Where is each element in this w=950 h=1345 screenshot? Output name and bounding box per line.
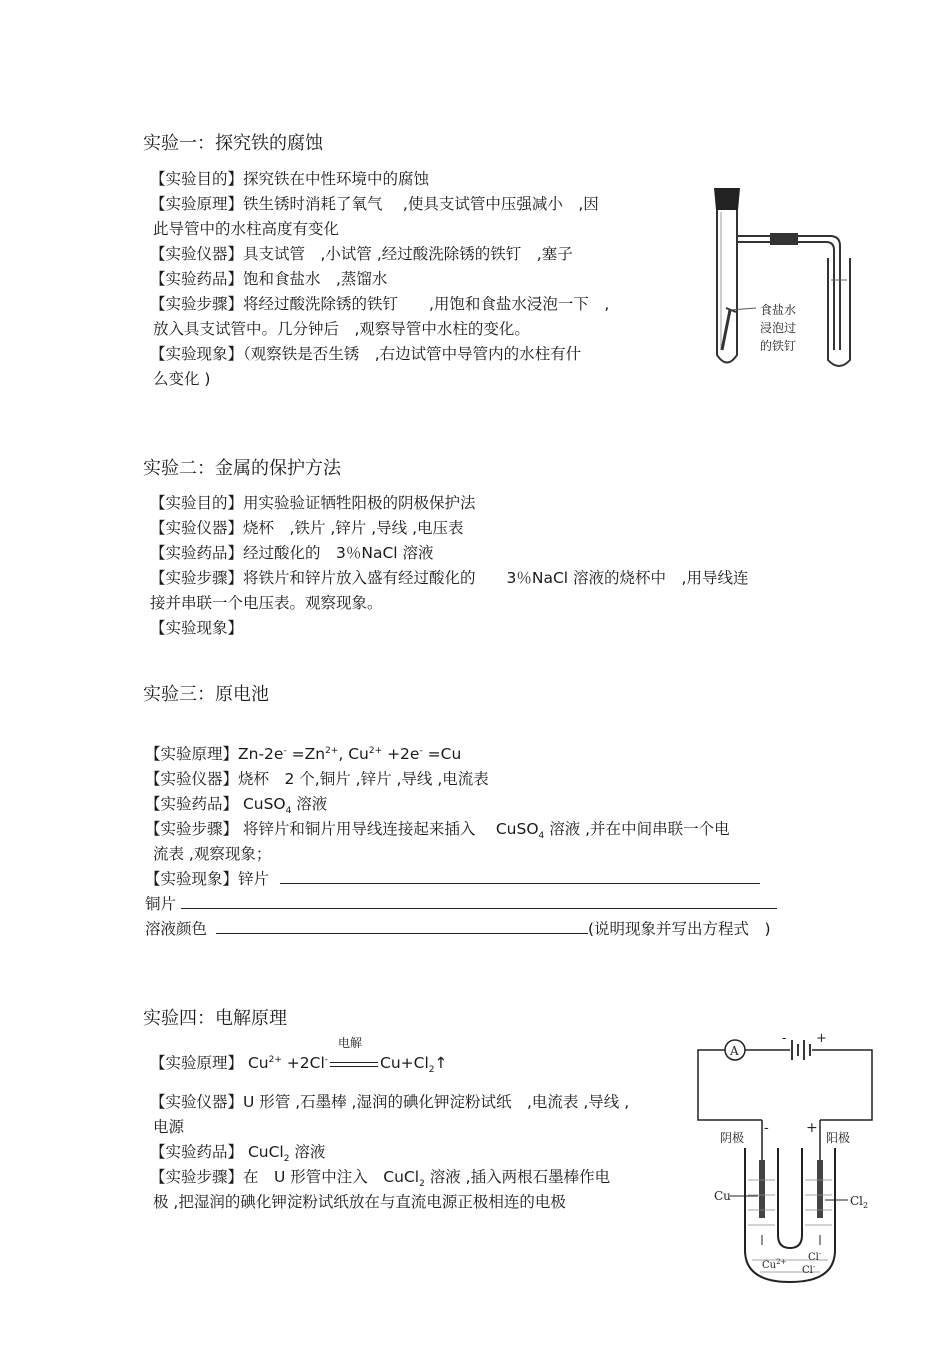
exp2-line: 接并串联一个电压表。观察现象。	[150, 594, 383, 612]
figure-label: 的铁钉	[760, 339, 797, 353]
exp2-line: 【实验目的】用实验验证牺牲阳极的阴极保护法	[150, 494, 476, 512]
figure-label: 浸泡过	[760, 321, 797, 335]
exp2-line: 【实验步骤】将铁片和锌片放入盛有经过酸化的 3％NaCl 溶液的烧杯中 ,用导线连	[150, 569, 749, 587]
exp2-line: 【实验现象】	[150, 619, 244, 637]
svg-text:-: -	[764, 1120, 769, 1136]
exp3-principle: 【实验原理】$Zn-2e^- =Zn^{2+}$, $Cu^{2+} +2e^- =Cu$	[145, 745, 462, 763]
exp4-body	[150, 1090, 629, 1215]
exp2-body	[150, 491, 748, 641]
exp1-line: 放入具支试管中。几分钟后 ,观察导管中水柱的变化。	[153, 320, 530, 338]
exp1-line: 【实验现象】（观察铁是否生锈 ,右边试管中导管内的水柱有什	[150, 345, 582, 363]
exp1-line: 【实验药品】饱和食盐水 ,蒸馏水	[150, 270, 388, 288]
exp2-line: 【实验药品】经过酸化的 3％NaCl 溶液	[150, 544, 434, 562]
branch-tube-figure	[700, 180, 870, 375]
exp1-line: 此导管中的水柱高度有变化	[153, 220, 340, 238]
exp1-body	[150, 167, 609, 392]
exp4-line: 【实验仪器】U 形管 ,石墨棒 ,湿润的碘化钾淀粉试纸 ,电流表 ,导线 ,	[150, 1093, 630, 1111]
svg-text:+: +	[816, 1031, 827, 1046]
u-tube-figure	[690, 1030, 890, 1290]
svg-text:阳极: 阳极	[826, 1131, 851, 1145]
svg-text:+: +	[806, 1120, 818, 1136]
exp3-phen-cu: 铜片	[145, 892, 777, 917]
exp1-line: 【实验原理】铁生锈时消耗了氧气 ,使具支试管中压强减小 ,因	[150, 195, 599, 213]
svg-text:Cl2: $Cl_2$	[850, 1194, 869, 1210]
svg-text:阴极: 阴极	[720, 1131, 745, 1145]
exp3-body	[145, 742, 777, 942]
exp4-principle: 【实验原理】 $Cu^{2+} +2Cl^-$ 电解 $Cu+Cl_2↑$	[150, 1035, 448, 1076]
exp3-line: 【实验仪器】烧杯 2 个,铜片 ,锌片 ,导线 ,电流表	[145, 770, 489, 788]
figure-label: 食盐水	[760, 303, 797, 317]
exp3-title: 实验三：原电池	[143, 684, 269, 705]
answer-blank[interactable]	[216, 919, 588, 934]
exp4-step-cont: 极 ,把湿润的碘化钾淀粉试纸放在与直流电源正极相连的电极	[153, 1193, 566, 1211]
svg-text:-: -	[782, 1031, 787, 1046]
exp1-line: 【实验仪器】具支试管 ,小试管 ,经过酸洗除锈的铁钉 ,塞子	[150, 245, 573, 263]
exp1-line: 么变化 )	[153, 370, 211, 388]
exp3-step-cont: 流表 ,观察现象；	[153, 845, 272, 863]
exp3-phen-zn: 【实验现象】锌片	[145, 867, 777, 892]
exp4-step: 【实验步骤】在 U 形管中注入 CuCl$_2$ 溶液 ,插入两根石墨棒作电	[150, 1168, 611, 1190]
svg-text:Cu: Cu	[714, 1189, 731, 1203]
answer-blank[interactable]	[181, 894, 777, 909]
svg-text:Cl-: Cl-	[802, 1263, 816, 1276]
answer-blank[interactable]	[280, 869, 760, 884]
exp4-title: 实验四：电解原理	[143, 1008, 287, 1029]
exp1-line: 【实验步骤】将经过酸洗除锈的铁钉 ,用饱和食盐水浸泡一下 ,	[150, 295, 610, 313]
exp3-phen-color: 溶液颜色 (说明现象并写出方程式 )	[145, 920, 771, 938]
battery-icon	[792, 1040, 810, 1060]
exp2-line: 【实验仪器】烧杯 ,铁片 ,锌片 ,导线 ,电压表	[150, 519, 464, 537]
condition-label: 电解	[338, 1035, 363, 1050]
exp1-line: 【实验目的】探究铁在中性环境中的腐蚀	[150, 170, 430, 188]
exp3-reagent: 【实验药品】 CuSO$_4$ 溶液	[145, 795, 328, 817]
exp1-title: 实验一：探究铁的腐蚀	[143, 133, 323, 154]
svg-text:A: A	[730, 1044, 739, 1058]
exp4-line: 电源	[153, 1118, 185, 1136]
exp4-reagent: 【实验药品】 CuCl$_2$ 溶液	[150, 1143, 326, 1165]
exp2-title: 实验二：金属的保护方法	[143, 458, 341, 479]
svg-text:Cu2+: $Cu^{2+}$	[762, 1258, 787, 1271]
electrolysis-arrow	[328, 1035, 380, 1074]
exp3-step: 【实验步骤】 将锌片和铜片用导线连接起来插入 CuSO$_4$ 溶液 ,并在中间串联一个电	[145, 820, 730, 842]
svg-text:Cl-: Cl-	[808, 1250, 822, 1263]
